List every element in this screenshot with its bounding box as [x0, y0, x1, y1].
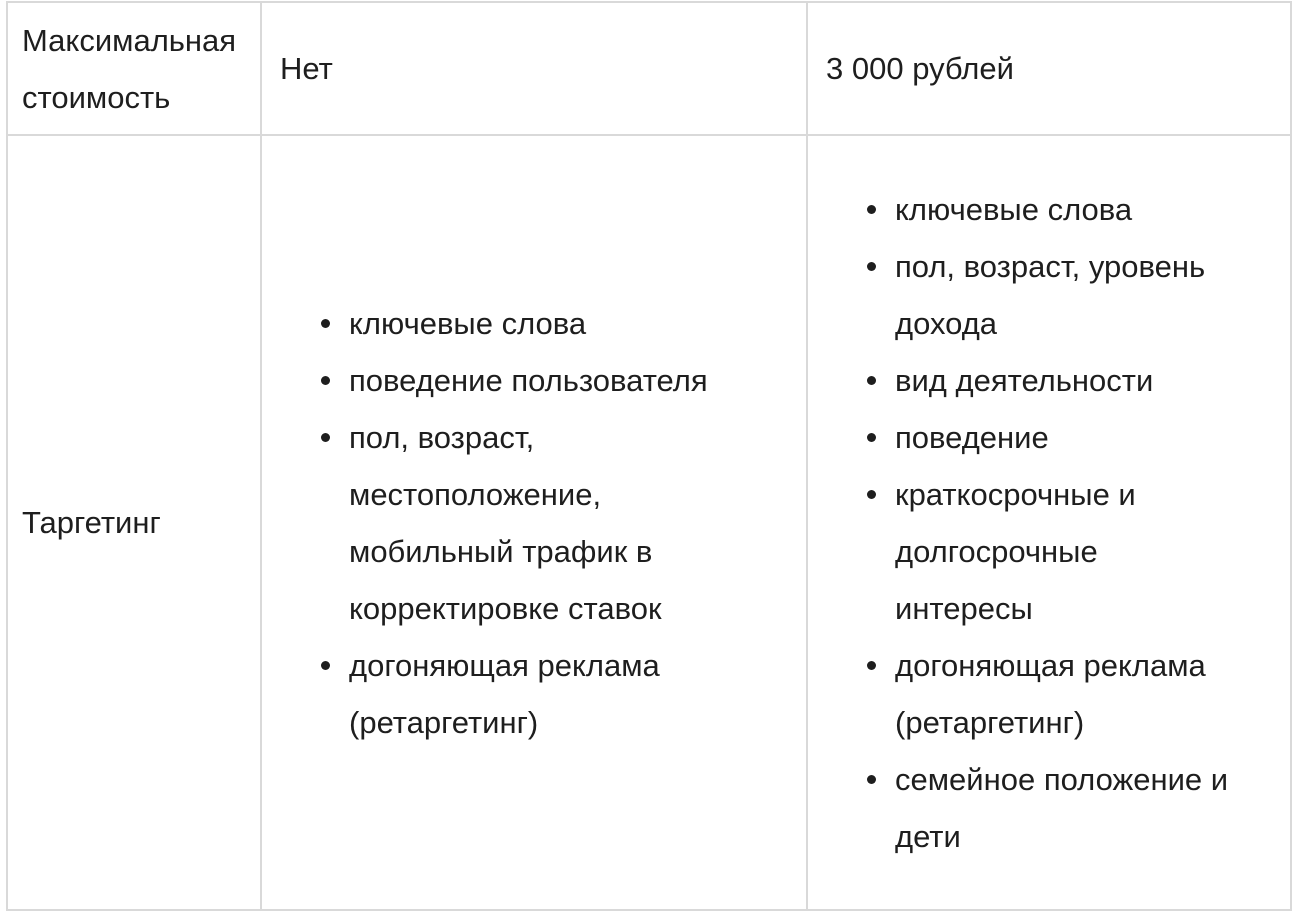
- list-item-text: догоняющая реклама (ретаргетинг): [895, 647, 1206, 740]
- list-item-text: вид деятельности: [895, 362, 1154, 398]
- bullet-icon: [867, 433, 876, 442]
- targeting-label-cell: [7, 135, 261, 910]
- list-item-text: поведение пользователя: [349, 362, 708, 398]
- bullet-icon: [867, 376, 876, 385]
- bullet-icon: [321, 319, 330, 328]
- bullet-icon: [867, 205, 876, 214]
- row-label: Максимальная стоимость: [22, 22, 237, 115]
- list-item: [895, 409, 1272, 466]
- targeting-list-col3: [826, 181, 1272, 865]
- list-item-text: ключевые слова: [895, 191, 1133, 227]
- bullet-icon: [867, 775, 876, 784]
- targeting-value-cell-col2: [261, 135, 807, 910]
- list-item-text: ключевые слова: [349, 305, 587, 341]
- bullet-icon: [321, 376, 330, 385]
- list-item-text: пол, возраст, местоположение, мобильный трафик в корректировке ставок: [349, 419, 662, 626]
- list-item-text: поведение: [895, 419, 1049, 455]
- list-item-text: краткосрочные и долгосрочные интересы: [895, 476, 1136, 626]
- max-cost-value-cell-col2: [261, 2, 807, 135]
- max-cost-label-cell: [7, 2, 261, 135]
- comparison-table: [6, 1, 1292, 911]
- bullet-icon: [867, 490, 876, 499]
- bullet-icon: [867, 661, 876, 670]
- list-item: [895, 637, 1272, 751]
- list-item: [895, 181, 1272, 238]
- list-item-text: пол, возраст, уровень дохода: [895, 248, 1206, 341]
- list-item-text: семейное положение и дети: [895, 761, 1229, 854]
- list-item: [349, 409, 788, 637]
- list-item: [349, 637, 788, 751]
- targeting-value-cell-col3: [807, 135, 1291, 910]
- list-item: [895, 238, 1272, 352]
- bullet-icon: [321, 433, 330, 442]
- targeting-list-col2: [280, 295, 788, 751]
- max-cost-value-cell-col3: [807, 2, 1291, 135]
- table-row-max-cost: [7, 2, 1291, 135]
- list-item: [349, 352, 788, 409]
- list-item: [895, 751, 1272, 865]
- list-item: [895, 466, 1272, 637]
- list-item: [349, 295, 788, 352]
- list-item: [895, 352, 1272, 409]
- row-label: Таргетинг: [22, 505, 161, 540]
- table-row-targeting: [7, 135, 1291, 910]
- cell-value: 3 000 рублей: [826, 51, 1014, 86]
- cell-value: Нет: [280, 51, 333, 86]
- bullet-icon: [321, 661, 330, 670]
- list-item-text: догоняющая реклама (ретаргетинг): [349, 647, 660, 740]
- bullet-icon: [867, 262, 876, 271]
